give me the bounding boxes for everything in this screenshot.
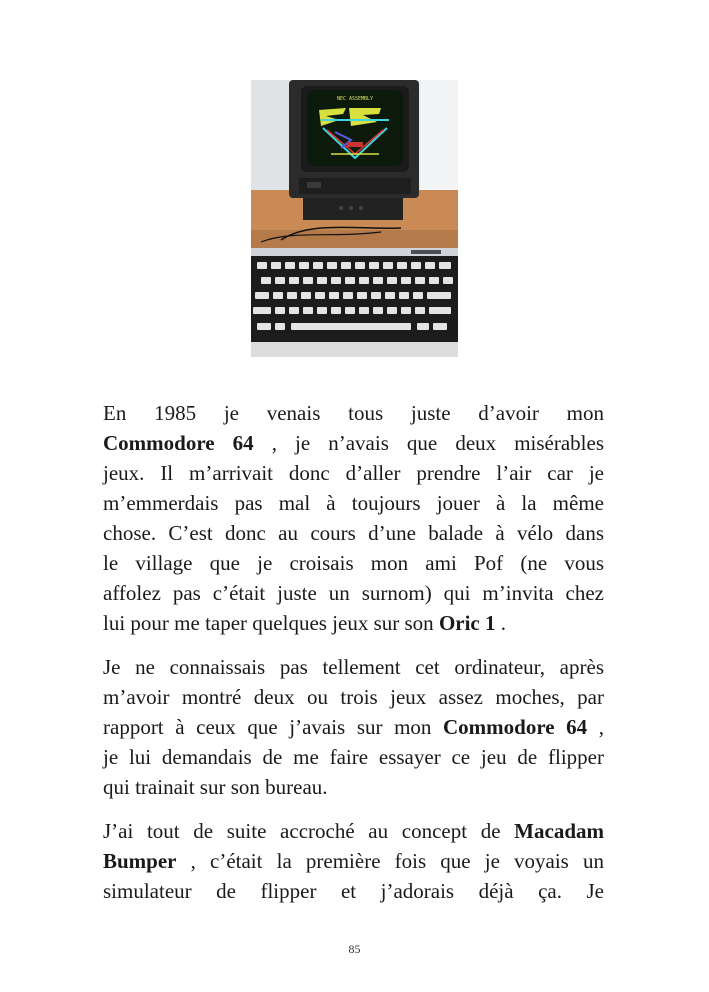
paragraph <box>103 398 604 638</box>
text-segment: jeux. Il m’arrivait donc d’aller prendre l’air car je <box>103 461 604 485</box>
text-segment: En 1985 je venais tous juste d’avoir mon <box>103 401 604 425</box>
text-line <box>103 816 604 846</box>
svg-text:NEC ASSEMBLY: NEC ASSEMBLY <box>336 96 374 102</box>
text-line <box>103 458 604 488</box>
text-segment: simulateur de flipper et j’adorais déjà ça. Je <box>103 879 604 903</box>
text-line <box>103 488 604 518</box>
bold-term: Commodore 64 <box>442 715 588 739</box>
bold-term: Macadam <box>514 819 604 843</box>
text-segment: Je ne connaissais pas tellement cet ordinateur, après <box>103 655 604 679</box>
bold-term: Commodore 64 <box>103 431 254 455</box>
text-segment: J’ai tout de suite accroché au concept de <box>103 819 515 843</box>
text-segment: rapport à ceux que j’avais sur mon <box>103 715 443 739</box>
photo-illustration <box>251 80 458 357</box>
text-segment: . <box>495 611 506 635</box>
text-line <box>103 846 604 876</box>
bold-term: Bumper <box>103 849 177 873</box>
text-segment: lui pour me taper quelques jeux sur son <box>103 611 439 635</box>
paragraph <box>103 816 604 906</box>
oric-computer-photo <box>251 80 458 357</box>
text-segment: qui trainait sur son bureau. <box>103 775 328 799</box>
body-text <box>103 398 604 920</box>
text-segment: m’emmerdais pas mal à toujours jouer à la même <box>103 491 604 515</box>
text-line <box>103 518 604 548</box>
text-line <box>103 712 604 742</box>
text-segment: affolez pas c’était juste un surnom) qui m’invita chez <box>103 581 604 605</box>
text-line <box>103 772 604 802</box>
text-segment: je lui demandais de me faire essayer ce jeu de flipper <box>103 745 604 769</box>
text-segment: le village que je croisais mon ami Pof (ne vous <box>103 551 604 575</box>
text-line <box>103 578 604 608</box>
text-line <box>103 742 604 772</box>
text-segment: , c’était la première fois que je voyais un <box>176 849 604 873</box>
text-line <box>103 398 604 428</box>
text-segment: m’avoir montré deux ou trois jeux assez moches, par <box>103 685 604 709</box>
text-line <box>103 428 604 458</box>
paragraph <box>103 652 604 802</box>
text-line <box>103 682 604 712</box>
text-segment: , <box>587 715 605 739</box>
text-line <box>103 876 604 906</box>
text-line <box>103 608 604 638</box>
text-line <box>103 548 604 578</box>
text-segment: , je n’avais que deux misérables <box>253 431 604 455</box>
text-segment: chose. C’est donc au cours d’une balade à vélo dans <box>103 521 604 545</box>
text-line <box>103 652 604 682</box>
page-number: 85 <box>348 942 361 956</box>
bold-term: Oric 1 <box>438 611 496 635</box>
